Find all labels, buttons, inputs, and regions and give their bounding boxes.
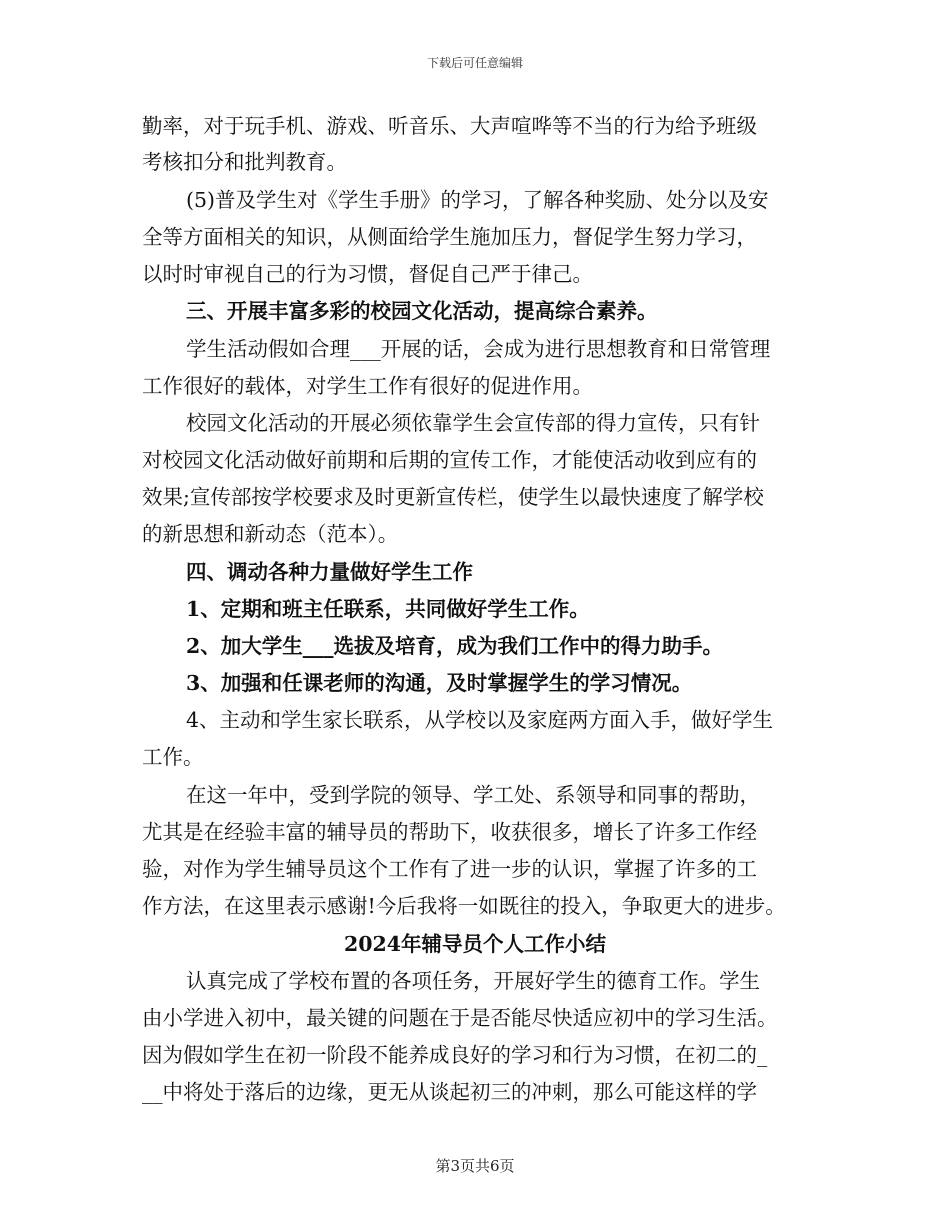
section-heading: 三、开展丰富多彩的校园文化活动，提高综合素养。 (186, 299, 658, 323)
list-item: 4、主动和学生家长联系，从学校以及家庭两方面入手，做好学生 (186, 708, 774, 732)
document-title: 2024年辅导员个人工作小结 (343, 932, 607, 956)
body-line: 由小学进入初中，最关键的问题在于是否能尽快适应初中的学习生活。 (142, 1006, 778, 1030)
list-item: 2、加大学生___选拔及培育，成为我们工作中的得力助手。 (186, 634, 724, 658)
list-item: 1、定期和班主任联系，共同做好学生工作。 (186, 597, 590, 621)
body-line: 校园文化活动的开展必须依靠学生会宣传部的得力宣传，只有针 (186, 411, 760, 435)
body-line: 的新思想和新动态（范本）。 (142, 522, 399, 546)
section-heading: 四、调动各种力量做好学生工作 (186, 560, 473, 584)
body-line: 全等方面相关的知识，从侧面给学生施加压力，督促学生努力学习， (142, 225, 757, 249)
body-line: 勤率，对于玩手机、游戏、听音乐、大声喧哗等不当的行为给予班级 (142, 114, 757, 138)
list-item: 3、加强和任课老师的沟通，及时掌握学生的学习情况。 (186, 671, 693, 695)
body-line: 工作很好的载体，对学生工作有很好的促进作用。 (142, 374, 593, 398)
body-line: 学生活动假如合理___开展的话，会成为进行思想教育和日常管理 (186, 337, 771, 361)
body-line: 考核扣分和批判教育。 (142, 150, 347, 174)
body-line: 因为假如学生在初一阶段不能养成良好的学习和行为习惯，在初二的_ (142, 1043, 768, 1067)
body-line: (5)普及学生对《学生手册》的学习，了解各种奖励、处分以及安 (186, 188, 769, 212)
page-number: 第3页共6页 (435, 1157, 515, 1175)
body-line: 在这一年中，受到学院的领导、学工处、系领导和同事的帮助， (186, 783, 760, 807)
body-line: 以时时审视自己的行为习惯，督促自己严于律己。 (142, 262, 593, 286)
body-line: 作方法，在这里表示感谢!今后我将一如既往的投入，争取更大的进步。 (142, 894, 786, 918)
body-line: 效果;宣传部按学校要求及时更新宣传栏，使学生以最快速度了解学校 (142, 485, 764, 509)
body-line: __中将处于落后的边缘，更无从谈起初三的冲刺，那么可能这样的学 (142, 1080, 757, 1104)
body-line: 尤其是在经验丰富的辅导员的帮助下，收获很多，增长了许多工作经 (142, 820, 757, 844)
body-line: 工作。 (142, 745, 204, 769)
body-line: 验，对作为学生辅导员这个工作有了进一步的认识，掌握了许多的工 (142, 857, 757, 881)
body-line: 认真完成了学校布置的各项任务，开展好学生的德育工作。学生 (186, 969, 760, 993)
body-line: 对校园文化活动做好前期和后期的宣传工作，才能使活动收到应有的 (142, 448, 757, 472)
page-header: 下载后可任意编辑 (426, 56, 523, 70)
